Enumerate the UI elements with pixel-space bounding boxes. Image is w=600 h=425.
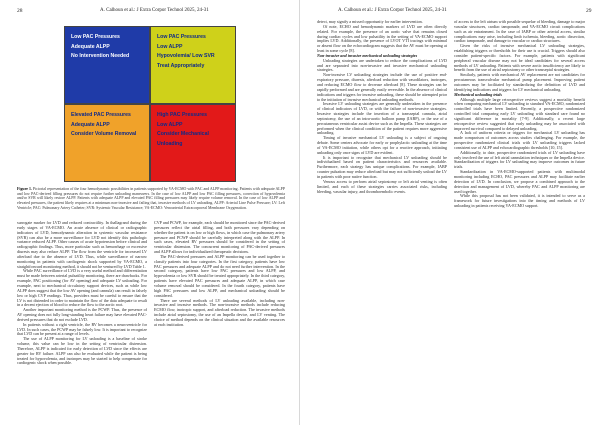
- paragraph: surrogate marker for LVD and reduced contractility. In thallagrand during the early stages of VA-ECMO. An acute absence of clinical or radiographic indicators of LVD, hemodynamic alteration in systemic vascular resistance (SVR) can also be a more surveillance for LVD not identify this pathologic variance reduced ALPP. Other causes of acute hypotension before clinical and radiographic findings. Thus, more particular such as hemorrhage or excessive diuresis may also reduce ALPP. The flow from the ventricle for increased LV afterload due to the absence of LVD. Thus, while surveillance of narrow monitoring in patients with cardiogenic shock supported by VA-ECMO, a straightforward monitoring method, it should not be ventured by LVD Table 1.: [17, 221, 147, 269]
- paragraph: Another important monitoring method is the PCWP. Thus, the presence of AV opening does not fully long-standing heart failure may have elevated PAC-derived pressures that do not exclude LVD.: [17, 307, 147, 322]
- page-number: 28: [17, 8, 23, 14]
- paragraph: While this proposal has not been validated, it is intended to serve as a framework for future investigations into the timing and methods of LV unloading in patients receiving VA-ECMO support.: [454, 193, 585, 209]
- paragraph: In patients without a right ventricle, the RV becomes a neuroventricle for LVD. In such cases, the PCWP may be falsely low. It is important to recognize that LVD can be present at a range of levels.: [17, 321, 147, 337]
- paragraph: Given the risks of invasive mechanical LV unloading strategies, establishing triggers or thresholds for their use is crucial. Triggers should also consider patient-specific factors. For example, patients with significant peripheral vascular disease may not be ideal candidates for several access methods of LV unloading. Patients with severe aortic insufficiency are likely to benefit from the use of atrial septostomy or other transseptal strategies.: [454, 43, 585, 73]
- paragraph: Unloading strategies are undertaken to reduce the complications of LVD and are separated into non-invasive and invasive mechanical unloading strategies.: [317, 57, 447, 73]
- quadrant-low-pac-adequate-alpp: Low PAC Pressures Adequate ALPP No Intervention Needed: [64, 26, 150, 104]
- paragraph: The PAC-derived pressures and ALPP monitoring can be used together to classify patients into four categories. In the first category, patients have low PAC pressures and adequate ALPP and do not need further intervention. In the second category, patients have low PAC pressures and low ALPP, and hypovolemia or low SVR should be treated appropriately. In the third category, patients have elevated PAC pressures and adequate ALPP, in which case volume removal should be considered. In the fourth category, patients have high PAC pressures and low ALPP, and mechanical unloading should be considered.: [154, 253, 285, 298]
- paragraph: detect, may signify a missed opportunity for earlier intervention.: [317, 20, 423, 24]
- paragraph: Non-invasive LV unloading strategies include the use of positive end-expiratory pressure, diuresis, afterload reduction with vasodilators, inotropes, and reducing ECMO flow to decrease afterload [8]. These strategies can be rapidly performed and are generally easily reversible. In the absence of clinical indications and triggers for invasive unloading, these should be attempted prior to the initiation of invasive mechanical unloading methods.: [317, 72, 447, 102]
- section-heading: Non-invasive and invasive mechanical unloading strategies: [317, 52, 418, 58]
- paragraph: Of note, ECHO and hemodynamic markers of LVD are often directly related. For example, the presence of an aortic valve that remains closed during cardiac cycles and low pulsatility in the setting of VA-ECMO support implies LVD. Additionally, the presence of LVOT VTI tracings with minimal or absent flow on the echocardiogram suggests that the AV must be opening at least in some cycle [8].: [317, 23, 447, 54]
- running-head: A. Calhoun et al.: J Extra Corpor Technol 2025, 24-31: [100, 8, 209, 13]
- paragraph: Venous access to perform atrial septostomy or left atrial venting is often limited, and each of these strategies carries associated risks, including bleeding, vascular injury, and thromboembolic events.: [317, 178, 447, 194]
- section-heading: Mechanical unloading trials: [454, 91, 502, 97]
- paragraph: CVP and PCWP, for example, each should be monitored since the PAC-derived pressures reflect the atrial filling, and both pressures vary depending on whether the patient is on low or high flows, in which case the pulmonary artery pressure and PCWP should be carefully interpreted along with the ALPP. In such cases, elevated RV pressures should be considered in the setting of ventricular distension. The concurrent monitoring of PAC-derived pressures and ALPP allows for individualized therapeutic decisions.: [154, 221, 285, 255]
- left-column-1: [17, 221, 147, 417]
- figure-caption: [17, 187, 285, 211]
- paragraph: Similarly, patients with mechanical AV replacement are not candidates for percutaneous transvalvular mechanical pump placement. Improving patient outcomes may be facilitated by standardizing the definition of LVD and identifying indications and triggers for LV mechanical unloading.: [454, 72, 585, 92]
- paragraph: While PAC surveillance of LVD is a very useful method and differentiation must be made between arterial pulsatility monitoring, there are drawbacks. For example, PAC positioning (for AV opening) and adequate LV unloading. For example, next to mechanical circulatory support devices, such as while low ALPP does suggest that the low AV opening (and cannula) can result in falsely low or high CVP readings. Thus, providers must be careful to ensure that the LV is not distended in order to maintain the flow of the data adequate to result in a decent ejection of blood to reduce the flow to the aortic root.: [17, 268, 147, 308]
- quadrant-low-pac-low-alpp: Low PAC Pressures Low ALPP Hypovolemia/ Low SVR Treat Appropriately: [150, 26, 236, 104]
- paragraph: The use of ALPP monitoring for LV unloading is a baseline of stroke volume, this value can be low in the setting of ventricular distension. Therefore, ALPP is indicated for early detection of LVD since the effects are greater for RV failure. ALPP can also be evaluated while the patient is being treated for hypovolemia, and inotropes may be started to help compensate for cardiogenic shock when possible.: [17, 336, 147, 366]
- paragraph: Standardization in VA-ECMO-supported patients with multimodal monitoring including ECHO, PAC pressures and ALPP may facilitate earlier detection of LVD. In conclusion, we propose a combined approach to the detection and management of LVD, whereby PAC and ALPP monitoring are used together.: [454, 169, 585, 194]
- caption-text: Pictorial representation of the four hemodynamic possibilities in patients supported by VA-ECMO with PAC and ALPP monitoring. Patients with adequate ALPP and low PAC-derived filling pressures do not require further unloading maneuvers. In the case of low ALPP and low PAC filling pressures, correction of hypovolemia and/or SVR will likely restore ALPP. Patients with adequate ALPP and elevated PAC filling pressures may likely require volume removal. In the case of low ALPP and elevated pressures, the patient likely requires at a minimum non-invasive and failing that, invasive methods of LV unloading. ALPP: Arterial Line Pulse Pressure; LV: Left Ventricle; PAC: Pulmonary Artery Catheter; SVR: Systemic Vascular Resistance; VA-ECMO: Venoarterial Extracorporeal Membrane Oxygenation.: [17, 187, 285, 210]
- caption-label: Figure 1.: [17, 187, 32, 191]
- paragraph: Invasive LV unloading strategies are generally undertaken in the presence of clinical indicators of LVD, or with the failure of non-invasive strategies. Invasive strategies include the insertion of a transseptal cannula, atrial septostomy, the use of an intra-aortic balloon pump (IABP), or the use of a percutaneous ventricular assist device such as the Impella. These strategies are performed when the clinical condition of the patient requires more aggressive unloading.: [317, 101, 447, 136]
- right-column-1: [317, 20, 447, 418]
- quadrant-high-pac-low-alpp: High PAC Pressures Low ALPP Consider Mechanical Unloading: [150, 104, 236, 182]
- paragraph: Timing of invasive mechanical LV unloading is a subject of ongoing debate. Some centers advocate for early or prophylactic unloading at the time of VA-ECMO initiation, while others opt for a reactive approach, initiating unloading only once signs of LVD are evident.: [317, 135, 447, 155]
- paragraph: There are several methods of LV unloading available, including non-invasive and invasive methods. The non-invasive methods include reducing ECMO flow, inotropic support, and afterload reduction. The invasive methods include atrial septostomy, the use of an Impella device, and LV venting. The choice of method depends on the clinical situation and the available resources at each institution.: [154, 297, 285, 327]
- paragraph: It is important to recognize that mechanical LV unloading should be individualized based on patient characteristics and resources available. Furthermore, each strategy has unique complications. For example, IABP counter pulsation may reduce afterload but may not sufficiently unload the LV in patients with poor native function.: [317, 154, 447, 179]
- page-number: 29: [586, 8, 592, 14]
- paragraph: A lack of uniform criteria or triggers for mechanical LV unloading has made comparison of outcomes across studies challenging. For example, the prospective randomized clinical trials with LV unloading triggers lacked consistent use of ALPP and echocardiographic thresholds [10, 15].: [454, 130, 585, 150]
- paragraph: Additionally, to date, prospective randomized trials of LV unloading have only involved the use of left atrial cannulation techniques or the Impella device. Standardization of triggers for LV unloading may improve outcomes in future trials.: [454, 149, 585, 170]
- quadrant-elevated-pac-adequate-alpp: Elevated PAC Pressures Adequate ALPP Consider Volume Removal: [64, 104, 150, 182]
- paragraph: of access to the left atrium with possible sequelae of bleeding, damage to major vascular structures, cardiac tamponade, and VA-ECMO circuit complications such as air entrainment. In the case of IABP or other arterial access, similar complications may arise, including limb ischemia, bleeding, aortic dissection, cardiac tamponade, and damage to vascular or cardiac structures.: [454, 20, 585, 44]
- quadrant-figure: [64, 26, 236, 182]
- right-page: [300, 0, 600, 425]
- paragraph: Although multiple large retrospective reviews suggest a mortality benefit when comparing mechanical LV unloading to standard VA-ECMO, randomized controlled trials have been limited. Recently, a prospective randomized controlled trial comparing early LV unloading with standard care found no significant difference in mortality [7-9]. Additionally, a recent large retrospective review suggested that early unloading may be associated with improved survival compared to delayed unloading.: [454, 96, 585, 131]
- left-column-2: [154, 221, 285, 417]
- right-column-2: [454, 20, 585, 418]
- running-head: A. Calhoun et al.: J Extra Corpor Technol 2025, 24-31: [338, 8, 447, 13]
